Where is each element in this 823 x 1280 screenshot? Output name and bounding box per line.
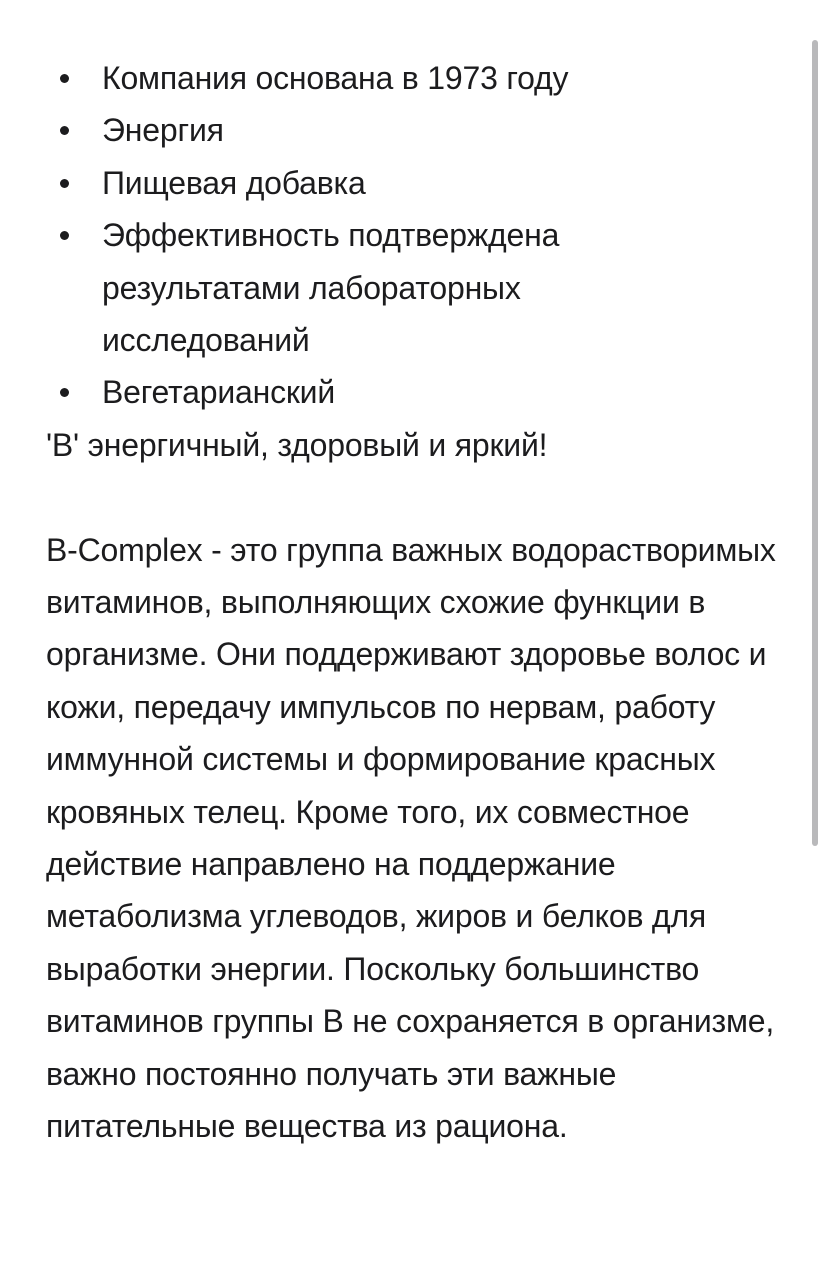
feature-text: Компания основана в 1973 году — [102, 60, 569, 96]
bullet-icon — [60, 126, 69, 135]
list-item — [46, 104, 798, 156]
bullet-icon — [60, 179, 69, 188]
bullet-icon — [60, 388, 69, 397]
feature-list — [46, 52, 798, 419]
feature-text: Пищевая добавка — [102, 164, 366, 201]
list-item — [46, 157, 798, 209]
list-item — [46, 52, 798, 104]
feature-text: Вегетарианский — [102, 374, 336, 411]
list-item — [46, 209, 622, 366]
description-paragraph: B-Complex - это группа важных водорастворимых витаминов, выполняющих схожие функции в организме. Они поддерживают здоровье волос и кожи, передачу импульсов по нервам, работу иммунной системы и формирование красных кровяных телец. Кроме того, их совместное действие направлено на поддержание метаболизма углеводов, жиров и белков для выработки энергии. Поскольку большинство витаминов группы B не сохраняется в организме, важно постоянно получать эти важные питательные вещества из рациона. — [46, 531, 776, 1145]
scrollbar[interactable] — [812, 40, 818, 846]
paragraph-spacer — [46, 471, 798, 523]
product-description-content — [46, 52, 798, 1153]
feature-text: Энергия — [102, 112, 224, 149]
bullet-icon — [60, 231, 69, 240]
feature-text: Эффективность подтверждена результатами лабораторных исследований — [102, 217, 560, 359]
tagline: 'B' энергичный, здоровый и яркий! — [46, 426, 548, 463]
bullet-icon — [60, 74, 69, 83]
list-item — [46, 366, 798, 418]
